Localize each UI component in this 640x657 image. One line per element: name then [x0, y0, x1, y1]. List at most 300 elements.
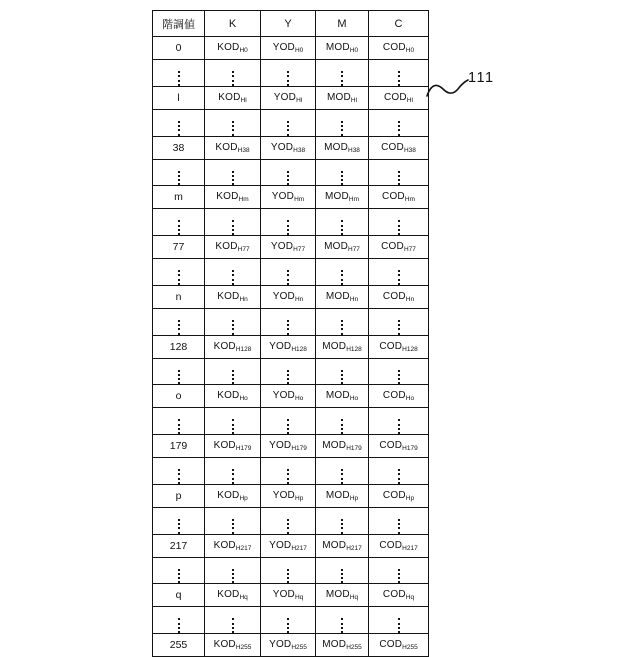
ellipsis-cell — [369, 159, 429, 186]
ellipsis-cell — [205, 458, 261, 485]
code-subscript: H255 — [291, 644, 307, 652]
code-prefix: KOD — [215, 241, 238, 253]
code-cell — [316, 37, 369, 60]
code-prefix: MOD — [326, 91, 351, 103]
code-subscript: H77 — [293, 246, 306, 254]
code-subscript: Hn — [349, 295, 359, 303]
code-prefix: MOD — [324, 241, 348, 253]
header-row — [153, 11, 429, 37]
ellipsis-cell — [261, 159, 316, 186]
vertical-ellipsis — [341, 519, 343, 534]
code-subscript: Hm — [294, 196, 305, 204]
header-c: C — [369, 11, 429, 37]
ellipsis-row — [153, 259, 429, 286]
header-m: M — [316, 11, 369, 37]
code-cell — [205, 335, 261, 358]
ellipsis-cell — [369, 259, 429, 286]
code-cell — [316, 385, 369, 408]
code-cell — [205, 435, 261, 458]
code-subscript: H0 — [239, 47, 248, 55]
ellipsis-cell — [261, 458, 316, 485]
code-cell — [205, 484, 261, 507]
code-cell — [261, 37, 316, 60]
code-cell — [369, 335, 429, 358]
ellipsis-cell — [205, 607, 261, 634]
ellipsis-cell — [205, 109, 261, 136]
code-subscript: H0 — [405, 47, 415, 55]
code-prefix: KOD — [213, 639, 236, 651]
ellipsis-cell — [153, 507, 205, 534]
code-subscript: H0 — [294, 47, 304, 55]
code-cell — [261, 86, 316, 109]
table-row — [153, 86, 429, 109]
vertical-ellipsis — [287, 419, 289, 434]
code-cell — [261, 584, 316, 607]
vertical-ellipsis — [287, 320, 289, 335]
ellipsis-cell — [261, 557, 316, 584]
code-cell — [316, 534, 369, 557]
ellipsis-cell — [316, 109, 369, 136]
code-subscript: Hp — [405, 494, 415, 502]
vertical-ellipsis — [232, 171, 234, 186]
vertical-ellipsis — [341, 121, 343, 136]
ellipsis-row — [153, 458, 429, 485]
code-subscript: Hm — [238, 196, 249, 204]
code-cell — [316, 584, 369, 607]
gradation-code-table — [152, 10, 429, 657]
code-subscript: H128 — [346, 345, 362, 353]
code-prefix: COD — [381, 241, 404, 253]
code-subscript: H0 — [349, 47, 359, 55]
code-subscript: H128 — [402, 345, 418, 353]
code-cell — [369, 584, 429, 607]
code-prefix: YOD — [272, 489, 295, 501]
code-cell — [205, 584, 261, 607]
ellipsis-row — [153, 308, 429, 335]
vertical-ellipsis — [341, 320, 343, 335]
vertical-ellipsis — [341, 569, 343, 584]
vertical-ellipsis — [232, 121, 234, 136]
vertical-ellipsis — [398, 618, 400, 633]
ellipsis-cell — [316, 259, 369, 286]
code-prefix: COD — [379, 639, 403, 651]
code-prefix: MOD — [325, 589, 350, 601]
ellipsis-cell — [316, 458, 369, 485]
code-cell — [205, 285, 261, 308]
vertical-ellipsis — [178, 121, 180, 136]
reference-number-111: 111 — [468, 70, 495, 86]
code-cell — [205, 86, 261, 109]
gradation-value-cell: m — [153, 186, 205, 209]
code-prefix: MOD — [325, 42, 350, 54]
ellipsis-row — [153, 557, 429, 584]
code-subscript: Hp — [239, 494, 248, 502]
vertical-ellipsis — [398, 469, 400, 484]
ellipsis-cell — [205, 60, 261, 87]
code-prefix: MOD — [325, 290, 350, 302]
vertical-ellipsis — [232, 618, 234, 633]
vertical-ellipsis — [287, 519, 289, 534]
vertical-ellipsis — [232, 320, 234, 335]
gradation-value-cell: 217 — [153, 534, 205, 557]
ellipsis-row — [153, 60, 429, 87]
vertical-ellipsis — [398, 370, 400, 385]
vertical-ellipsis — [232, 569, 234, 584]
vertical-ellipsis — [232, 370, 234, 385]
code-subscript: H217 — [291, 544, 307, 552]
code-subscript: Ho — [239, 395, 248, 403]
code-cell — [369, 136, 429, 159]
vertical-ellipsis — [178, 171, 180, 186]
code-prefix: YOD — [269, 539, 292, 551]
code-subscript: H179 — [235, 445, 252, 453]
table-row — [153, 335, 429, 358]
table-row — [153, 236, 429, 259]
code-prefix: KOD — [218, 91, 241, 103]
vertical-ellipsis — [178, 270, 180, 285]
vertical-ellipsis — [398, 121, 400, 136]
code-cell — [261, 634, 316, 657]
code-cell — [369, 37, 429, 60]
code-subscript: H217 — [346, 544, 362, 552]
ellipsis-cell — [316, 408, 369, 435]
code-prefix: MOD — [325, 489, 350, 501]
table-row — [153, 534, 429, 557]
code-prefix: KOD — [213, 539, 236, 551]
gradation-value-cell: 38 — [153, 136, 205, 159]
ellipsis-cell — [261, 408, 316, 435]
code-subscript: Ho — [349, 395, 359, 403]
ellipsis-cell — [261, 109, 316, 136]
code-cell — [369, 236, 429, 259]
ellipsis-cell — [369, 507, 429, 534]
ellipsis-cell — [261, 507, 316, 534]
gradation-value-cell: 77 — [153, 236, 205, 259]
vertical-ellipsis — [287, 270, 289, 285]
gradation-value-cell: n — [153, 285, 205, 308]
vertical-ellipsis — [398, 419, 400, 434]
header-gradation: 階調値 — [153, 11, 205, 37]
code-subscript: H255 — [235, 644, 252, 652]
code-cell — [316, 285, 369, 308]
vertical-ellipsis — [232, 220, 234, 235]
code-prefix: MOD — [324, 141, 348, 153]
code-subscript: Hl — [296, 96, 303, 104]
code-subscript: H77 — [237, 246, 250, 254]
code-subscript: Hm — [348, 196, 360, 204]
code-prefix: KOD — [217, 489, 240, 501]
code-subscript: Hq — [239, 594, 248, 602]
code-prefix: YOD — [270, 141, 294, 153]
gradation-value-cell: 179 — [153, 435, 205, 458]
code-cell — [205, 634, 261, 657]
ellipsis-cell — [205, 308, 261, 335]
code-cell — [369, 634, 429, 657]
code-prefix: YOD — [273, 91, 297, 103]
vertical-ellipsis — [178, 419, 180, 434]
gradation-value-cell: 0 — [153, 37, 205, 60]
table-row — [153, 584, 429, 607]
header-y: Y — [261, 11, 316, 37]
code-subscript: Hl — [350, 96, 358, 104]
code-prefix: KOD — [213, 340, 236, 352]
code-cell — [205, 186, 261, 209]
code-subscript: H255 — [346, 644, 362, 652]
ellipsis-cell — [153, 458, 205, 485]
code-prefix: KOD — [216, 191, 239, 203]
code-cell — [369, 534, 429, 557]
table-row — [153, 484, 429, 507]
code-prefix: YOD — [272, 589, 295, 601]
vertical-ellipsis — [398, 270, 400, 285]
code-prefix: KOD — [217, 589, 240, 601]
code-cell — [261, 484, 316, 507]
code-prefix: YOD — [269, 440, 292, 452]
gradation-value-cell: q — [153, 584, 205, 607]
vertical-ellipsis — [178, 370, 180, 385]
code-prefix: MOD — [324, 191, 349, 203]
ellipsis-cell — [261, 60, 316, 87]
ellipsis-row — [153, 358, 429, 385]
vertical-ellipsis — [287, 370, 289, 385]
ellipsis-cell — [261, 607, 316, 634]
ellipsis-cell — [316, 557, 369, 584]
code-cell — [316, 435, 369, 458]
code-cell — [316, 634, 369, 657]
ellipsis-cell — [369, 358, 429, 385]
code-prefix: MOD — [322, 440, 347, 452]
gradation-value-cell: 128 — [153, 335, 205, 358]
code-cell — [205, 385, 261, 408]
code-prefix: COD — [379, 440, 403, 452]
ellipsis-cell — [205, 507, 261, 534]
ellipsis-cell — [369, 308, 429, 335]
vertical-ellipsis — [341, 469, 343, 484]
gradation-value-cell: p — [153, 484, 205, 507]
ellipsis-cell — [153, 308, 205, 335]
code-subscript: H128 — [235, 345, 252, 353]
code-prefix: COD — [382, 42, 406, 54]
code-cell — [316, 136, 369, 159]
code-cell — [261, 186, 316, 209]
code-subscript: Hn — [239, 295, 248, 303]
code-cell — [316, 236, 369, 259]
code-prefix: COD — [379, 539, 403, 551]
header-k: K — [205, 11, 261, 37]
ellipsis-row — [153, 159, 429, 186]
code-subscript: H77 — [403, 246, 416, 254]
vertical-ellipsis — [398, 220, 400, 235]
code-subscript: H217 — [402, 544, 418, 552]
code-subscript: Ho — [294, 395, 304, 403]
vertical-ellipsis — [341, 171, 343, 186]
gradation-value-cell: 255 — [153, 634, 205, 657]
table-row — [153, 136, 429, 159]
code-cell — [261, 435, 316, 458]
ellipsis-cell — [205, 159, 261, 186]
code-cell — [205, 236, 261, 259]
code-subscript: H128 — [291, 345, 307, 353]
code-cell — [205, 534, 261, 557]
code-cell — [261, 335, 316, 358]
ellipsis-cell — [205, 209, 261, 236]
ellipsis-cell — [153, 159, 205, 186]
code-cell — [369, 86, 429, 109]
ellipsis-cell — [316, 507, 369, 534]
table-body — [153, 37, 429, 657]
code-subscript: Hq — [294, 594, 304, 602]
code-prefix: COD — [382, 589, 406, 601]
code-subscript: Ho — [405, 395, 415, 403]
ellipsis-row — [153, 209, 429, 236]
code-cell — [261, 385, 316, 408]
table-row — [153, 37, 429, 60]
reference-callout — [426, 70, 536, 106]
vertical-ellipsis — [178, 618, 180, 633]
code-prefix: COD — [382, 489, 406, 501]
code-prefix: YOD — [272, 390, 295, 402]
code-prefix: MOD — [322, 539, 347, 551]
ellipsis-row — [153, 607, 429, 634]
code-prefix: MOD — [322, 639, 347, 651]
code-prefix: MOD — [322, 340, 347, 352]
code-subscript: H217 — [235, 544, 252, 552]
ellipsis-cell — [316, 308, 369, 335]
vertical-ellipsis — [178, 569, 180, 584]
vertical-ellipsis — [287, 171, 289, 186]
vertical-ellipsis — [287, 121, 289, 136]
code-subscript: H38 — [237, 146, 250, 154]
code-prefix: YOD — [269, 340, 292, 352]
code-prefix: COD — [379, 340, 403, 352]
ellipsis-cell — [369, 408, 429, 435]
code-cell — [369, 385, 429, 408]
code-prefix: YOD — [269, 639, 292, 651]
vertical-ellipsis — [341, 618, 343, 633]
vertical-ellipsis — [287, 618, 289, 633]
code-prefix: KOD — [215, 141, 238, 153]
code-subscript: Hl — [406, 96, 413, 104]
code-prefix: YOD — [272, 42, 295, 54]
ellipsis-cell — [316, 209, 369, 236]
code-cell — [261, 285, 316, 308]
code-cell — [369, 484, 429, 507]
vertical-ellipsis — [398, 519, 400, 534]
table-row — [153, 186, 429, 209]
ellipsis-cell — [369, 60, 429, 87]
code-prefix: KOD — [213, 440, 236, 452]
ellipsis-cell — [153, 209, 205, 236]
vertical-ellipsis — [287, 469, 289, 484]
vertical-ellipsis — [341, 220, 343, 235]
vertical-ellipsis — [341, 370, 343, 385]
vertical-ellipsis — [178, 220, 180, 235]
ellipsis-cell — [261, 209, 316, 236]
vertical-ellipsis — [178, 320, 180, 335]
vertical-ellipsis — [178, 71, 180, 86]
ellipsis-cell — [153, 557, 205, 584]
code-cell — [316, 335, 369, 358]
code-prefix: KOD — [217, 390, 240, 402]
code-cell — [369, 285, 429, 308]
ellipsis-cell — [369, 109, 429, 136]
code-prefix: YOD — [270, 241, 294, 253]
code-prefix: MOD — [325, 390, 350, 402]
ellipsis-cell — [369, 458, 429, 485]
vertical-ellipsis — [232, 469, 234, 484]
gradation-value-cell: o — [153, 385, 205, 408]
vertical-ellipsis — [398, 171, 400, 186]
vertical-ellipsis — [232, 519, 234, 534]
code-prefix: COD — [382, 290, 406, 302]
code-subscript: Hq — [405, 594, 415, 602]
table-row — [153, 634, 429, 657]
code-cell — [261, 236, 316, 259]
ellipsis-cell — [261, 259, 316, 286]
code-subscript: H255 — [402, 644, 418, 652]
code-subscript: Hl — [240, 96, 247, 104]
ellipsis-cell — [153, 60, 205, 87]
ellipsis-row — [153, 408, 429, 435]
vertical-ellipsis — [287, 71, 289, 86]
ellipsis-cell — [153, 259, 205, 286]
ellipsis-row — [153, 109, 429, 136]
code-prefix: KOD — [217, 290, 240, 302]
vertical-ellipsis — [341, 71, 343, 86]
code-subscript: H38 — [348, 146, 360, 154]
code-prefix: KOD — [217, 42, 240, 54]
table-row — [153, 385, 429, 408]
ellipsis-cell — [316, 159, 369, 186]
vertical-ellipsis — [398, 320, 400, 335]
code-subscript: Hp — [349, 494, 359, 502]
code-cell — [316, 484, 369, 507]
vertical-ellipsis — [398, 569, 400, 584]
code-cell — [369, 435, 429, 458]
code-subscript: H179 — [346, 445, 362, 453]
table-row — [153, 285, 429, 308]
vertical-ellipsis — [178, 519, 180, 534]
ellipsis-cell — [205, 408, 261, 435]
gradation-value-cell: l — [153, 86, 205, 109]
ellipsis-cell — [369, 209, 429, 236]
code-subscript: Hn — [294, 295, 304, 303]
ellipsis-cell — [153, 358, 205, 385]
code-prefix: COD — [381, 141, 404, 153]
code-subscript: H38 — [403, 146, 416, 154]
ellipsis-cell — [316, 607, 369, 634]
ellipsis-cell — [205, 358, 261, 385]
ellipsis-row — [153, 507, 429, 534]
ellipsis-cell — [153, 109, 205, 136]
code-prefix: YOD — [271, 191, 295, 203]
ellipsis-cell — [205, 259, 261, 286]
vertical-ellipsis — [398, 71, 400, 86]
ellipsis-cell — [369, 557, 429, 584]
vertical-ellipsis — [287, 569, 289, 584]
code-cell — [261, 534, 316, 557]
code-subscript: H77 — [348, 246, 360, 254]
code-subscript: H179 — [402, 445, 418, 453]
code-subscript: H38 — [293, 146, 306, 154]
vertical-ellipsis — [341, 419, 343, 434]
code-cell — [369, 186, 429, 209]
ellipsis-cell — [261, 358, 316, 385]
vertical-ellipsis — [341, 270, 343, 285]
vertical-ellipsis — [232, 71, 234, 86]
code-subscript: Hp — [294, 494, 304, 502]
table-row — [153, 435, 429, 458]
